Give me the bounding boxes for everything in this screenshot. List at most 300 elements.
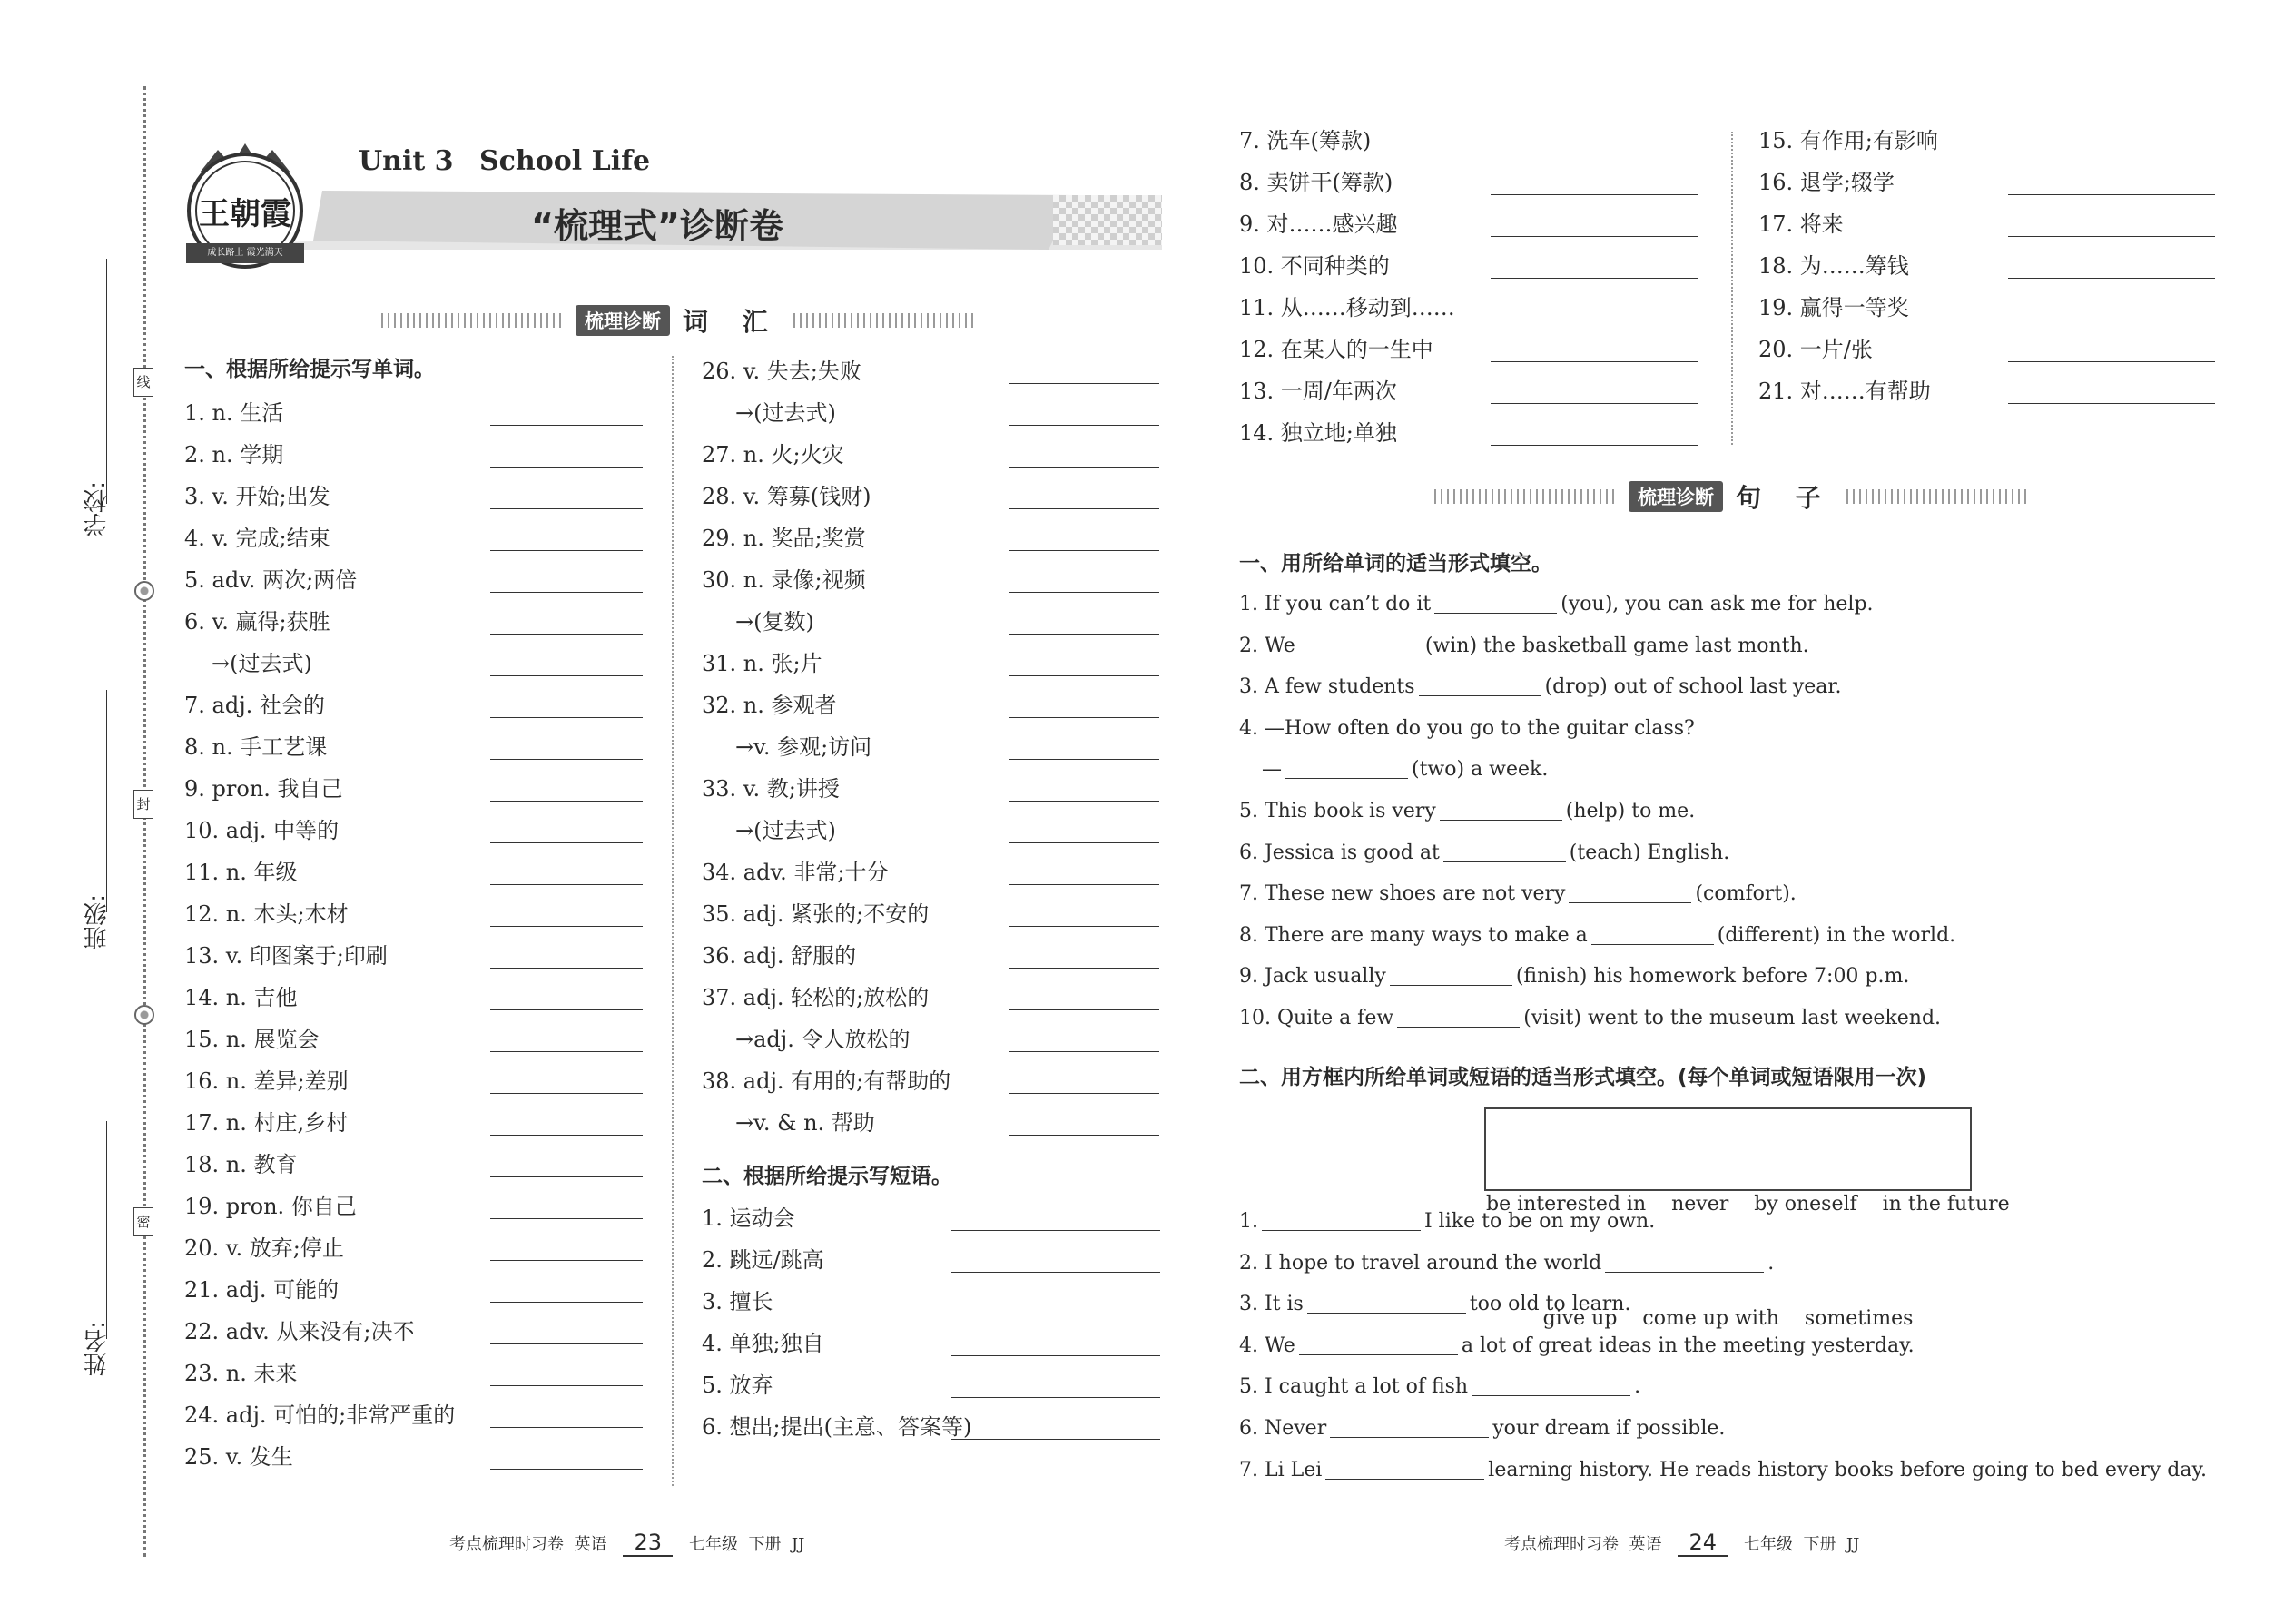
sentence-text-before: 7. Li Lei [1239,1458,1323,1481]
sentence-item [1239,962,1909,991]
vocab-item [1758,251,1909,281]
vocab-item [1239,167,1393,198]
sentence-text-after: . [1634,1375,1641,1399]
footer-book-title: 考点梳理时习卷 英语 [449,1535,607,1554]
vocab-item [1239,334,1433,365]
vocab-prompt: 13. 一周/年两次 [1239,379,1397,404]
vocab-item [702,1203,795,1234]
brand-name: 王朝霞 [199,196,291,232]
vocab-item [184,565,357,595]
vocab-item [1758,125,1938,156]
vocab-item [184,1358,298,1389]
vocab-prompt: 9. 对……感兴趣 [1239,212,1398,237]
vocab-prompt: 26. v. 失去;失败 [702,359,861,384]
vocab-item [184,773,343,804]
vocab-item [702,565,866,595]
sentence-item [1239,839,1729,868]
tick-ornament [793,313,975,328]
sent2-title: 二、用方框内所给单词或短语的适当形式填空。(每个单词或短语限用一次) [1239,1066,1927,1089]
vocab-prompt: 15. n. 展览会 [184,1027,320,1052]
sentence-text-before: 4. We [1239,1334,1295,1357]
footer-right [1504,1530,1859,1557]
vocab-prompt: →adj. 令人放松的 [735,1027,911,1052]
answer-blank[interactable] [490,1093,643,1094]
footer-book-title: 考点梳理时习卷 英语 [1504,1535,1662,1554]
column-divider [1731,132,1733,445]
sentence-text-after: (visit) went to the museum last weekend. [1523,1007,1942,1029]
answer-blank[interactable] [490,1176,643,1177]
vocab-item [184,1191,357,1222]
vocab-prompt: 2. 跳远/跳高 [702,1247,824,1273]
answer-blank[interactable] [1009,425,1159,426]
vocab-prompt: 21. adj. 可能的 [184,1277,340,1303]
answer-blank[interactable] [1591,944,1714,945]
vocab-item [184,1024,320,1055]
answer-blank[interactable] [1009,801,1159,802]
vocab-prompt: 38. adj. 有用的;有帮助的 [702,1068,951,1094]
answer-blank[interactable] [490,592,643,593]
vocab-prompt: 31. n. 张;片 [702,651,822,676]
vocab-prompt: 17. n. 村庄,乡村 [184,1110,349,1136]
vocab-item [702,648,822,679]
vocab-item [184,1275,339,1305]
sentence-text-before: 2. We [1239,634,1295,657]
vocab-item [1239,376,1397,407]
vocab-prompt: 32. n. 参观者 [702,693,837,718]
vocab-prompt: 5. adv. 两次;两倍 [184,567,358,593]
vocab-prompt: 29. n. 奖品;奖赏 [702,526,866,551]
vocab-prompt: 3. v. 开始;出发 [184,484,330,509]
answer-blank[interactable] [2008,361,2215,362]
seal-mark-fold: 密 [133,1207,153,1236]
vocab-prompt: 28. v. 筹募(钱财) [702,484,871,509]
vocab-item [184,899,349,930]
unit-number: Unit 3 [359,145,454,177]
sentence-text-before: 10. Quite a few [1239,1007,1394,1029]
sentence-text-before: 4. —How often do you go to the guitar class? [1239,716,1695,740]
answer-blank[interactable] [490,1302,643,1303]
answer-blank[interactable] [1443,861,1566,862]
sentence-text-before: 1. [1239,1210,1258,1233]
vocab-prompt: 21. 对……有帮助 [1758,379,1931,404]
vocab-item [702,690,837,721]
answer-blank[interactable] [490,926,643,927]
sentence-text-before: 5. I caught a lot of fish [1239,1375,1469,1399]
sentence-section-header [1434,478,2028,515]
vocab-prompt: →(复数) [735,609,814,635]
vocab-prompt: 30. n. 录像;视频 [702,567,866,593]
tick-ornament [1434,489,1616,504]
word-box-line2: give up come up with sometimes [1542,1307,1914,1330]
vocab-prompt: 10. adj. 中等的 [184,818,340,843]
answer-blank[interactable] [490,1260,643,1261]
sentence-text-after: a lot of great ideas in the meeting yesterday. [1461,1334,1915,1357]
vocab-prompt: 14. 独立地;单独 [1239,420,1397,446]
answer-blank[interactable] [490,1343,643,1344]
answer-blank[interactable] [1009,592,1159,593]
vocab-prompt: 1. n. 生活 [184,400,284,426]
sentence-item [1239,632,1809,661]
vocab-prompt: 19. pron. 你自己 [184,1194,357,1219]
answer-blank[interactable] [1491,278,1698,279]
section-title: 句 子 [1736,483,1834,513]
vocab-prompt: 5. 放弃 [702,1373,773,1398]
answer-blank[interactable] [490,1135,643,1136]
vocab-section-header [381,302,975,339]
answer-blank[interactable] [1491,194,1698,195]
vocab-prompt: 33. v. 教;讲授 [702,776,840,802]
sentence-text-before: — [1262,758,1282,782]
vocab-prompt: 34. adv. 非常;十分 [702,860,889,885]
vocab-prompt: 11. 从……移动到…… [1239,295,1455,320]
sent1-title: 一、用所给单词的适当形式填空。 [1239,552,1552,576]
answer-blank[interactable] [1009,1009,1159,1010]
unit-title: School Life [479,145,651,177]
vocab-item [735,606,814,637]
answer-blank[interactable] [1009,884,1159,885]
sentence-text-before: 1. If you can’t do it [1239,593,1432,615]
part2-title: 二、根据所给提示写短语。 [702,1165,952,1188]
sentence-text-before: 3. A few students [1239,675,1415,699]
answer-blank[interactable] [490,508,643,509]
answer-blank[interactable] [490,884,643,885]
vocab-item [702,1286,773,1317]
answer-blank[interactable] [1491,361,1698,362]
vocab-prompt: 24. adj. 可怕的;非常严重的 [184,1403,456,1428]
sentence-text-before: 5. This book is very [1239,800,1436,822]
answer-blank[interactable] [2008,236,2215,237]
vocab-item [184,1400,455,1431]
sentence-text-after: (teach) English. [1569,841,1730,864]
footer-left [449,1530,804,1557]
vocab-prompt: 20. 一片/张 [1758,337,1873,362]
footer-grade: 七年级 下册 JJ [689,1535,805,1554]
sentence-text-after: (help) to me. [1565,800,1696,822]
vocab-item [184,606,330,637]
answer-blank[interactable] [490,968,643,969]
sentence-item [1239,1290,1630,1319]
vocab-item [184,1107,348,1138]
vocab-prompt: →v. & n. 帮助 [735,1110,875,1136]
vocab-item [702,1066,950,1097]
vocab-item [1239,209,1398,240]
school-label: 学校: [84,481,111,536]
part1-title: 一、根据所给提示写单词。 [184,358,435,381]
answer-blank[interactable] [1569,902,1691,903]
class-field[interactable] [106,690,107,912]
name-label: 姓名: [84,1321,111,1376]
vocab-item [184,398,283,428]
vocab-prompt: 23. n. 未来 [184,1361,298,1386]
sentence-text-after: your dream if possible. [1492,1417,1726,1440]
vocab-item [184,857,298,888]
answer-blank[interactable] [1299,1354,1458,1355]
sentence-text-before: 8. There are many ways to make a [1239,923,1588,947]
vocab-prompt: 2. n. 学期 [184,442,284,468]
vocab-prompt: 37. adj. 轻松的;放松的 [702,985,930,1010]
vocab-prompt: 6. v. 赢得;获胜 [184,609,330,635]
answer-blank[interactable] [951,1355,1160,1356]
vocab-item [735,1107,875,1138]
answer-blank[interactable] [490,425,643,426]
sentence-text-before: 6. Never [1239,1417,1327,1440]
answer-blank[interactable] [1491,236,1698,237]
vocab-prompt: 9. pron. 我自己 [184,776,343,802]
vocab-item [1758,209,1844,240]
brand-tagline: 成长路上 霞光满天 [207,248,283,258]
brand-logo [177,136,313,272]
vocab-item [1239,251,1390,281]
answer-blank[interactable] [490,1385,643,1386]
vocab-prompt: 6. 想出;提出(主意、答案等) [702,1414,972,1440]
vocab-item [1758,292,1909,323]
sentence-text-after: (finish) his homework before 7:00 p.m. [1515,965,1910,989]
vocab-item [702,982,929,1013]
answer-blank[interactable] [1009,759,1159,760]
vocab-prompt: 17. 将来 [1758,212,1844,237]
vocab-prompt: 12. n. 木头;木材 [184,901,349,927]
answer-blank[interactable] [1491,445,1698,446]
page-number: 23 [623,1530,673,1557]
sentence-item [1239,1456,2207,1485]
vocab-item [184,523,330,554]
vocab-prompt: 3. 擅长 [702,1289,773,1314]
sentence-item [1239,673,1842,702]
sentence-item [1239,1249,1774,1278]
vocab-prompt: →v. 参观;访问 [735,734,872,760]
word-box-line1: be interested in never by oneself in the future [1486,1193,2010,1216]
vocab-prompt: 16. n. 差异;差别 [184,1068,349,1094]
vocab-item [702,940,856,971]
answer-blank[interactable] [1009,926,1159,927]
vocab-item [1758,167,1895,198]
answer-blank[interactable] [1440,820,1562,821]
vocab-item [735,732,871,763]
vocab-item [184,940,388,971]
vocab-prompt: →(过去式) [735,400,836,426]
sentence-item [1239,1414,1725,1443]
answer-blank[interactable] [951,1397,1160,1398]
vocab-item [702,1245,824,1275]
fold-dotted-line [143,86,146,1557]
vocab-prompt: →(过去式) [735,818,836,843]
sentence-text-after: (you), you can ask me for help. [1561,593,1874,615]
answer-blank[interactable] [951,1230,1160,1231]
name-field[interactable] [106,1121,107,1339]
vocab-prompt: →(过去式) [212,651,312,676]
sentence-item [1239,714,1695,743]
answer-blank[interactable] [1491,403,1698,404]
answer-blank[interactable] [490,717,643,718]
sentence-text-after: (different) in the world. [1717,923,1956,947]
answer-blank[interactable] [1390,985,1512,986]
answer-blank[interactable] [1330,1437,1489,1438]
binding-margin [0,0,159,1624]
vocab-item [1239,292,1455,323]
vocab-prompt: 18. 为……筹钱 [1758,253,1909,279]
sentence-item [1239,1332,1915,1361]
footer-grade: 七年级 下册 JJ [1744,1535,1860,1554]
vocab-item [735,815,836,846]
vocab-item [184,439,283,470]
answer-blank[interactable] [490,467,643,468]
answer-blank[interactable] [951,1272,1160,1273]
column-divider [672,356,674,1486]
seal-mark-seal: 封 [133,790,153,819]
answer-blank[interactable] [490,801,643,802]
answer-blank[interactable] [1419,695,1541,696]
sentence-text-before: 6. Jessica is good at [1239,841,1440,864]
vocab-prompt: 8. 卖饼干(筹款) [1239,170,1393,195]
vocab-item [702,356,861,387]
vocab-prompt: 18. n. 教育 [184,1152,298,1177]
vocab-prompt: 36. adj. 舒服的 [702,943,857,969]
vocab-item [184,732,327,763]
vocab-item [212,648,312,679]
vocab-prompt: 22. adv. 从来没有;决不 [184,1319,415,1344]
vocab-item [735,398,836,428]
sentence-item [1239,880,1797,909]
answer-blank[interactable] [2008,403,2215,404]
sentence-text-after: (two) a week. [1412,758,1549,782]
sentence-item [1262,755,1548,784]
vocab-item [1758,334,1873,365]
checker-pattern [1053,195,1162,245]
vocab-prompt: 7. adj. 社会的 [184,693,325,718]
answer-blank[interactable] [1009,717,1159,718]
vocab-prompt: 1. 运动会 [702,1206,795,1231]
vocab-prompt: 12. 在某人的一生中 [1239,337,1433,362]
answer-blank[interactable] [490,550,643,551]
vocab-prompt: 13. v. 印图案于;印刷 [184,943,388,969]
section-badge: 梳理诊断 [576,305,670,336]
vocab-item [702,773,840,804]
seal-mark-line: 线 [133,368,153,397]
vocab-item [184,1442,293,1472]
vocab-item [702,481,871,512]
vocab-item [184,1316,415,1347]
vocab-item [702,1370,773,1401]
vocab-item [184,1066,349,1097]
answer-blank[interactable] [1009,842,1159,843]
sentence-text-after: too old to learn. [1469,1293,1631,1316]
answer-blank[interactable] [1009,1051,1159,1052]
sentence-text-after: (comfort). [1695,882,1797,906]
sentence-text-before: 9. Jack usually [1239,965,1386,989]
school-field[interactable] [106,259,107,504]
answer-blank[interactable] [2008,194,2215,195]
answer-blank[interactable] [1307,1313,1466,1314]
section-badge: 梳理诊断 [1629,481,1723,512]
page-number: 24 [1678,1530,1728,1557]
answer-blank[interactable] [1285,778,1408,779]
vocab-item [1239,125,1371,156]
answer-blank[interactable] [1325,1479,1484,1480]
class-label: 班级: [84,894,111,950]
vocab-item [735,1024,910,1055]
sentence-item [1239,1373,1640,1402]
vocab-item [702,1328,824,1359]
answer-blank[interactable] [490,842,643,843]
answer-blank[interactable] [1434,613,1557,614]
tick-ornament [1846,489,2028,504]
answer-blank[interactable] [490,1218,643,1219]
sentence-text-after: (drop) out of school last year. [1544,675,1842,699]
answer-blank[interactable] [1009,383,1159,384]
answer-blank[interactable] [1009,634,1159,635]
answer-blank[interactable] [1009,508,1159,509]
sentence-text-after: learning history. He reads history books before going to bed every day. [1488,1458,2207,1481]
answer-blank[interactable] [1472,1395,1630,1396]
vocab-prompt: 7. 洗车(筹款) [1239,128,1372,153]
vocab-prompt: 10. 不同种类的 [1239,253,1390,279]
vocab-item [702,857,889,888]
answer-blank[interactable] [1009,467,1159,468]
vocab-prompt: 16. 退学;辍学 [1758,170,1895,195]
vocab-item [184,815,339,846]
answer-blank[interactable] [490,759,643,760]
answer-blank[interactable] [490,1427,643,1428]
answer-blank[interactable] [1009,550,1159,551]
vocab-prompt: 25. v. 发生 [184,1444,293,1470]
unit-heading [359,145,650,177]
answer-blank[interactable] [1009,1135,1159,1136]
answer-blank[interactable] [490,1051,643,1052]
answer-blank[interactable] [1397,1027,1520,1028]
vocab-prompt: 4. 单独;独自 [702,1331,824,1356]
answer-blank[interactable] [2008,278,2215,279]
vocab-prompt: 8. n. 手工艺课 [184,734,328,760]
sentence-item [1239,1207,1655,1236]
answer-blank[interactable] [490,1469,643,1470]
sentence-item [1239,797,1695,826]
sentence-text-after: I like to be on my own. [1424,1210,1656,1233]
sentence-item [1239,1004,1941,1033]
answer-blank[interactable] [1009,968,1159,969]
vocab-item [184,690,325,721]
answer-blank[interactable] [951,1439,1160,1440]
flower-ornament-icon [134,581,154,601]
sentence-text-before: 3. It is [1239,1293,1304,1316]
vocab-item [702,899,929,930]
vocab-item [702,523,866,554]
vocab-item [1758,376,1931,407]
section-title: 词 汇 [683,307,781,337]
vocab-prompt: 11. n. 年级 [184,860,298,885]
flower-ornament-icon [134,1005,154,1025]
sentence-text-before: 7. These new shoes are not very [1239,882,1566,906]
page-title: “梳理式”诊断卷 [531,206,783,246]
vocab-prompt: 15. 有作用;有影响 [1758,128,1938,153]
vocab-prompt: 19. 赢得一等奖 [1758,295,1909,320]
answer-blank[interactable] [1009,675,1159,676]
answer-blank[interactable] [1605,1272,1764,1273]
vocab-item [184,1149,298,1180]
vocab-item [702,439,844,470]
sentence-text-after: . [1767,1251,1775,1275]
vocab-item [702,1412,971,1442]
vocab-item [184,481,330,512]
vocab-prompt: 35. adj. 紧张的;不安的 [702,901,930,927]
answer-blank[interactable] [490,634,643,635]
sentence-item [1239,921,1955,950]
vocab-item [184,1233,344,1264]
answer-blank[interactable] [1009,1093,1159,1094]
answer-blank[interactable] [490,675,643,676]
vocab-prompt: 14. n. 吉他 [184,985,298,1010]
answer-blank[interactable] [490,1009,643,1010]
answer-blank[interactable] [1262,1230,1421,1231]
